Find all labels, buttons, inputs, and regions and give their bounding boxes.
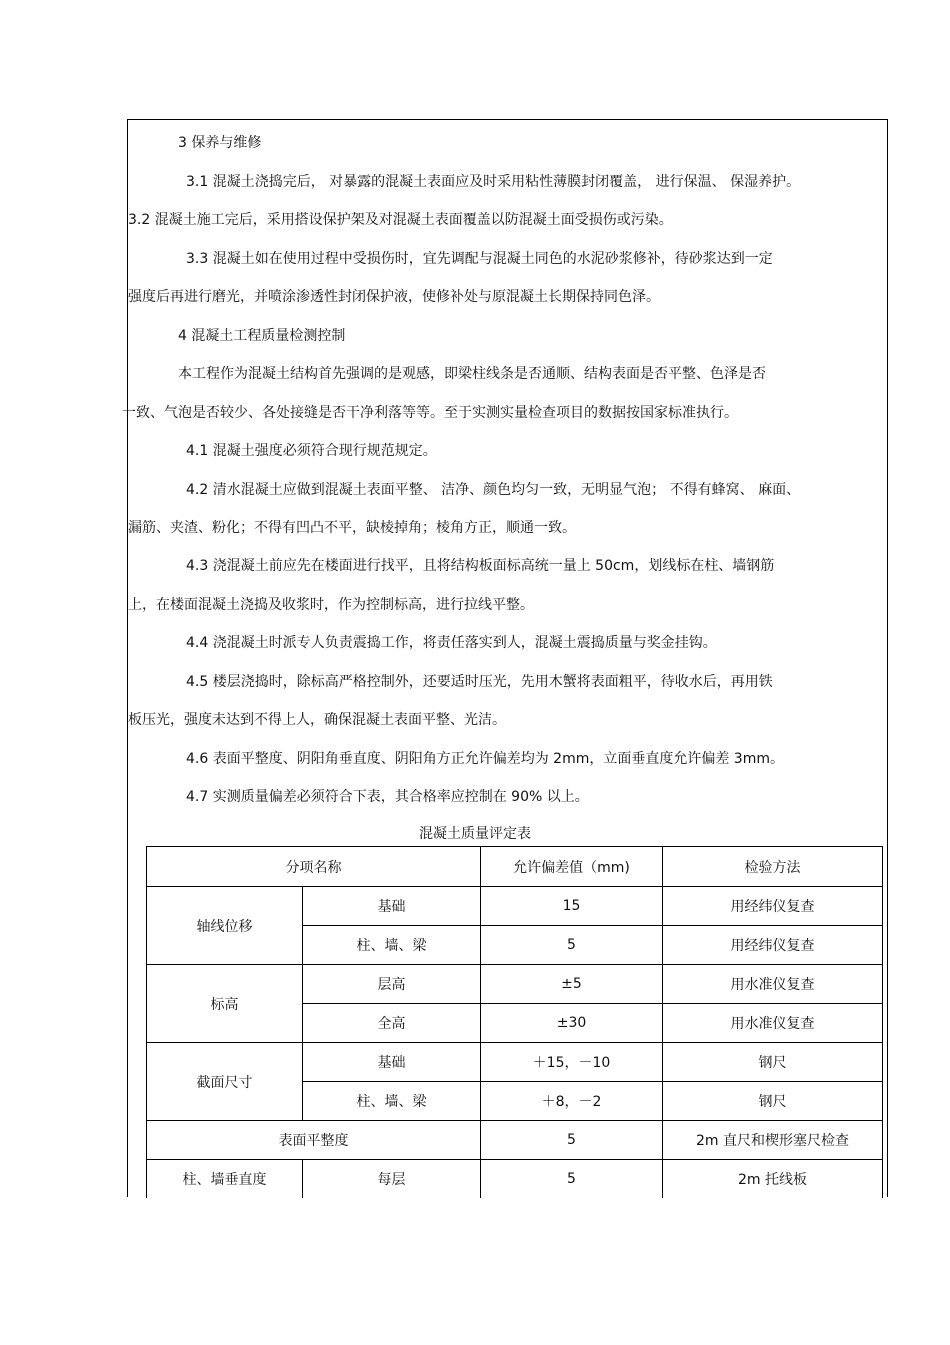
para-3-3-line1: 3.3 混凝土如在使用过程中受损伤时，宜先调配与混凝土同色的水泥砂浆修补，待砂浆达到一定 <box>186 251 773 267</box>
method-cell: 用经纬仪复查 <box>663 926 883 965</box>
header-tolerance: 允许偏差值（mm) <box>481 847 663 887</box>
method-cell: 2m 直尺和楔形塞尺检查 <box>663 1121 883 1160</box>
para-3-1: 3.1 混凝土浇捣完后， 对暴露的混凝土表面应及时采用粘性薄膜封闭覆盖， 进行保温、 保湿养护。 <box>186 174 801 190</box>
group-cell: 柱、墙垂直度 <box>147 1160 303 1199</box>
para-4-3-line2: 上，在楼面混凝土浇捣及收浆时，作为控制标高，进行拉线平整。 <box>128 597 534 613</box>
sub-cell: 柱、墙、梁 <box>303 1082 481 1121</box>
method-cell: 用水准仪复查 <box>663 1004 883 1043</box>
group-cell: 标高 <box>147 965 303 1043</box>
para-4-1: 4.1 混凝土强度必须符合现行规范规定。 <box>186 443 437 459</box>
table-caption: 混凝土质量评定表 <box>419 826 531 842</box>
para-4-4: 4.4 浇混凝土时派专人负责震捣工作，将责任落实到人，混凝土震捣质量与奖金挂钩。 <box>186 635 717 651</box>
para-3-3-line2: 强度后再进行磨光，并喷涂渗透性封闭保护液，使修补处与原混凝土长期保持同色泽。 <box>128 289 660 305</box>
header-method: 检验方法 <box>663 847 883 887</box>
table-row <box>147 1121 883 1160</box>
section-4-title: 4 混凝土工程质量检测控制 <box>178 328 346 344</box>
table-row <box>147 965 883 1004</box>
value-cell: ±5 <box>481 965 663 1004</box>
sub-cell: 层高 <box>303 965 481 1004</box>
method-cell: 2m 托线板 <box>663 1160 883 1199</box>
para-4-5-line1: 4.5 楼层浇捣时，除标高严格控制外，还要适时压光，先用木蟹将表面粗平，待收水后，再用铁 <box>186 674 773 690</box>
value-cell: ±30 <box>481 1004 663 1043</box>
value-cell: 5 <box>481 926 663 965</box>
group-cell: 轴线位移 <box>147 887 303 965</box>
sub-cell: 基础 <box>303 887 481 926</box>
quality-table <box>146 846 883 1198</box>
para-4-intro-line1: 本工程作为混凝土结构首先强调的是观感，即梁柱线条是否通顺、结构表面是否平整、色泽是否 <box>178 366 766 382</box>
method-cell: 用经纬仪复查 <box>663 887 883 926</box>
value-cell: 5 <box>481 1160 663 1199</box>
para-4-7: 4.7 实测质量偏差必须符合下表，其合格率应控制在 90% 以上。 <box>186 789 589 805</box>
value-cell: 15 <box>481 887 663 926</box>
value-cell: 5 <box>481 1121 663 1160</box>
method-cell: 钢尺 <box>663 1082 883 1121</box>
sub-cell: 基础 <box>303 1043 481 1082</box>
sub-cell: 每层 <box>303 1160 481 1199</box>
group-cell: 截面尺寸 <box>147 1043 303 1121</box>
table-row <box>147 1043 883 1082</box>
para-4-6: 4.6 表面平整度、阴阳角垂直度、阴阳角方正允许偏差均为 2mm，立面垂直度允许偏差 3mm。 <box>186 751 784 767</box>
table-row <box>147 1160 883 1199</box>
table-row <box>147 887 883 926</box>
para-4-intro-line2: 一致、气泡是否较少、各处接缝是否干净利落等等。至于实测实量检查项目的数据按国家标准执行。 <box>122 405 738 421</box>
method-cell: 用水准仪复查 <box>663 965 883 1004</box>
para-4-5-line2: 板压光，强度未达到不得上人，确保混凝土表面平整、光洁。 <box>128 712 506 728</box>
para-3-2: 3.2 混凝土施工完后，采用搭设保护架及对混凝土表面覆盖以防混凝土面受损伤或污染。 <box>128 212 673 228</box>
full-cell: 表面平整度 <box>147 1121 481 1160</box>
value-cell: ＋8，－2 <box>481 1082 663 1121</box>
sub-cell: 柱、墙、梁 <box>303 926 481 965</box>
para-4-3-line1: 4.3 浇混凝土前应先在楼面进行找平，且将结构板面标高统一量上 50cm，划线标在柱、墙钢筋 <box>186 558 775 574</box>
section-3-title: 3 保养与维修 <box>178 135 262 151</box>
header-item-name: 分项名称 <box>147 847 481 887</box>
sub-cell: 全高 <box>303 1004 481 1043</box>
table-header-row <box>147 847 883 887</box>
para-4-2-line1: 4.2 清水混凝土应做到混凝土表面平整、 洁净、颜色均匀一致，无明显气泡； 不得有蜂窝、 麻面、 <box>186 482 801 498</box>
value-cell: ＋15，－10 <box>481 1043 663 1082</box>
para-4-2-line2: 漏筋、夹渣、粉化；不得有凹凸不平，缺棱掉角；棱角方正，顺通一致。 <box>128 520 576 536</box>
method-cell: 钢尺 <box>663 1043 883 1082</box>
